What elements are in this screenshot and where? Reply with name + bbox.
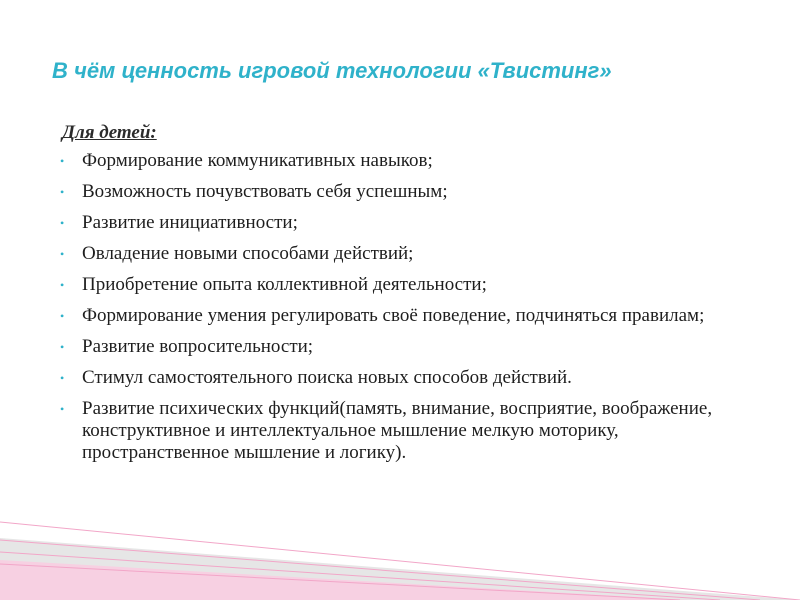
bullet-icon: •	[60, 278, 65, 292]
list-item-text: Развитие психических функций(память, внимание, восприятие, воображение, конструктивное и интеллектуальное мышление мелкую моторику, пространственное мышление и логику).	[82, 398, 713, 463]
bullet-icon: •	[60, 154, 65, 168]
list-item	[60, 212, 760, 234]
list-item	[60, 150, 760, 172]
list-item-text: Приобретение опыта коллективной деятельности;	[82, 274, 487, 295]
list-item	[60, 243, 760, 265]
list-item	[60, 181, 760, 203]
list-item-text: Развитие вопросительности;	[82, 336, 314, 357]
bullet-icon: •	[60, 216, 65, 230]
list-item	[60, 398, 760, 464]
list-item-text: Развитие инициативности;	[82, 212, 298, 233]
list-item	[60, 305, 760, 327]
list-item	[60, 274, 760, 296]
list-item-text: Формирование умения регулировать своё поведение, подчиняться правилам;	[82, 305, 705, 326]
bullet-list	[60, 150, 760, 473]
slide-title: В чём ценность игровой технологии «Твистинг»	[52, 58, 612, 83]
bullet-icon: •	[60, 247, 65, 261]
list-item	[60, 367, 760, 389]
list-item-text: Возможность почувствовать себя успешным;	[82, 181, 448, 202]
bullet-icon: •	[60, 309, 65, 323]
bullet-icon: •	[60, 402, 65, 416]
bullet-icon: •	[60, 185, 65, 199]
list-item-text: Формирование коммуникативных навыков;	[82, 150, 433, 171]
bullet-icon: •	[60, 340, 65, 354]
list-item-text: Стимул самостоятельного поиска новых способов действий.	[82, 367, 572, 388]
bullet-icon: •	[60, 371, 65, 385]
slide-subtitle: Для детей:	[62, 122, 157, 143]
list-item-text: Овладение новыми способами действий;	[82, 243, 414, 264]
list-item	[60, 336, 760, 358]
